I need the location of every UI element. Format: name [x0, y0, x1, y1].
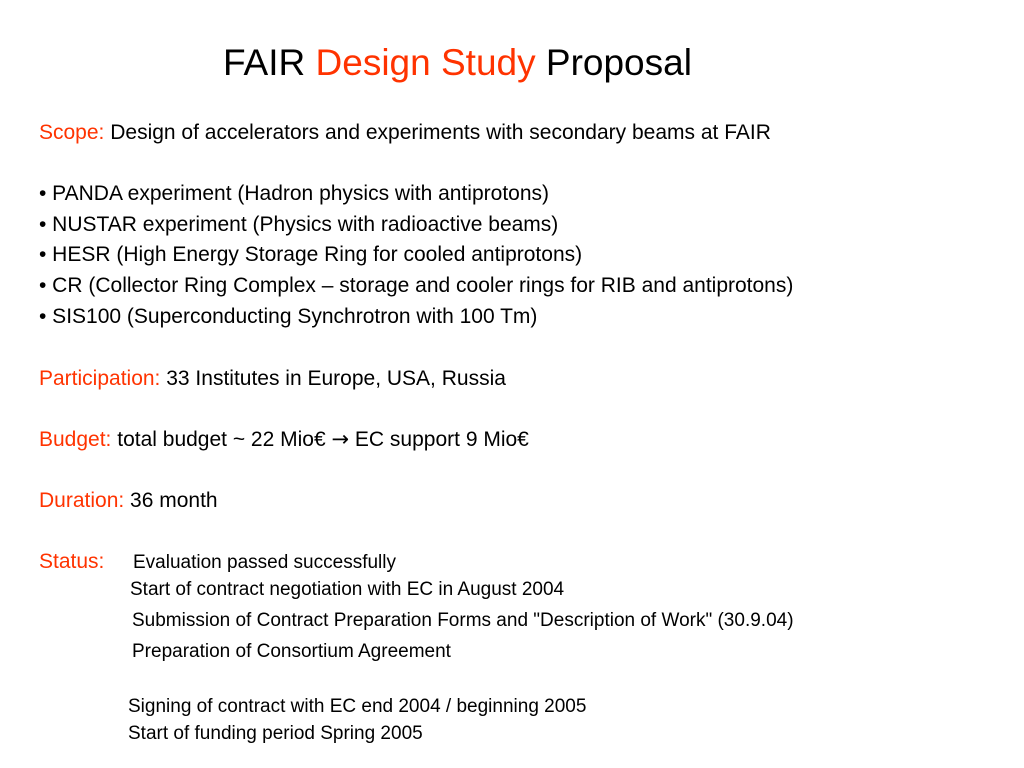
title-fair: FAIR: [223, 42, 316, 83]
budget-line: [39, 429, 529, 450]
status-item: Start of contract negotiation with EC in August 2004: [130, 579, 565, 600]
page-title: [223, 44, 692, 81]
budget-text-before: total budget ~ 22 Mio€: [111, 428, 332, 451]
scope-line: [39, 122, 771, 143]
scope-text: Design of accelerators and experiments with secondary beams at FAIR: [104, 121, 771, 144]
bullet-sis100: • SIS100 (Superconducting Synchrotron with 100 Tm): [39, 305, 538, 328]
title-design-study: Design Study: [315, 42, 536, 83]
duration-line: [39, 490, 218, 511]
status-item: Evaluation passed successfully: [133, 552, 396, 573]
participation-line: [39, 368, 506, 389]
budget-text-after: EC support 9 Mio€: [349, 428, 529, 451]
bullet-panda: • PANDA experiment (Hadron physics with antiprotons): [39, 182, 550, 205]
scope-label: Scope:: [39, 121, 105, 144]
budget-label: Budget:: [39, 428, 112, 451]
status-item: Signing of contract with EC end 2004 / beginning 2005: [128, 696, 587, 717]
status-item: Submission of Contract Preparation Forms and "Description of Work" (30.9.04): [132, 610, 794, 631]
right-arrow-icon: →: [331, 427, 350, 451]
duration-text: 36 month: [124, 489, 218, 512]
status-label: Status:: [39, 550, 105, 573]
participation-label: Participation:: [39, 367, 161, 390]
duration-label: Duration:: [39, 489, 125, 512]
bullet-nustar: • NUSTAR experiment (Physics with radioactive beams): [39, 213, 559, 236]
status-item: Preparation of Consortium Agreement: [132, 641, 451, 662]
bullet-hesr: • HESR (High Energy Storage Ring for cooled antiprotons): [39, 243, 583, 266]
participation-text: 33 Institutes in Europe, USA, Russia: [160, 367, 506, 390]
title-proposal: Proposal: [535, 42, 692, 83]
bullet-cr: • CR (Collector Ring Complex – storage and cooler rings for RIB and antiprotons): [39, 274, 794, 297]
status-item: Start of funding period Spring 2005: [128, 723, 423, 744]
